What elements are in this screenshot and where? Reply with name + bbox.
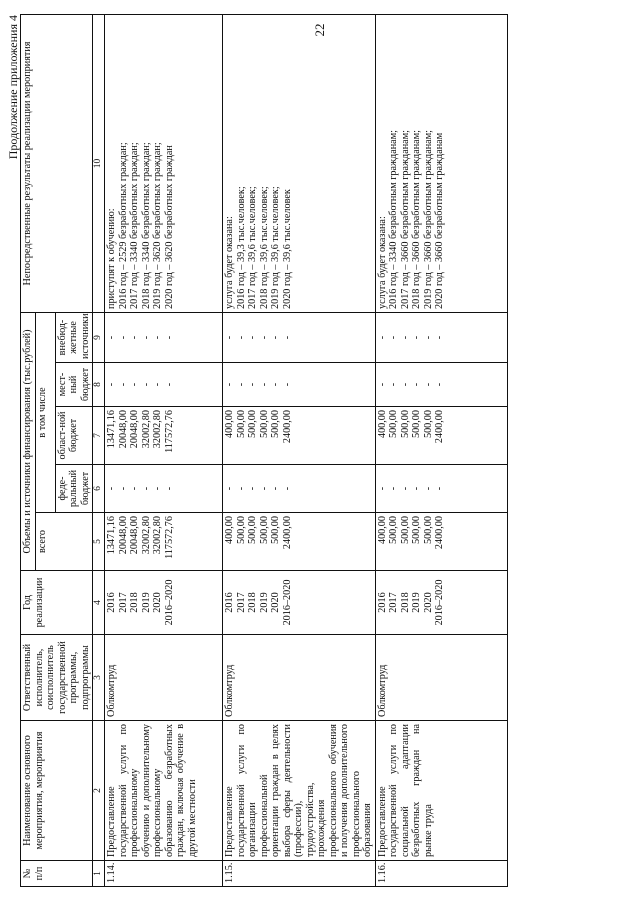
col-number: 3 <box>93 635 105 721</box>
header-regional: област-ной бюджет <box>55 407 93 465</box>
row-local: - - - - - - <box>375 363 507 407</box>
appendix-label: Продолжение приложения 4 <box>6 15 20 160</box>
row-federal: - - - - - - <box>105 465 223 513</box>
col-number: 4 <box>93 571 105 635</box>
row-executor: Облкомтруд <box>105 635 223 721</box>
row-total: 400,00 500,00 500,00 500,00 500,00 2400,00 <box>375 513 507 571</box>
row-regional: 13471,16 20048,00 20048,00 32002,80 32002,80 117572,76 <box>105 407 223 465</box>
row-num: 1.16. <box>375 861 507 887</box>
row-extra: - - - - - - <box>375 312 507 362</box>
header-total: всего <box>35 513 93 571</box>
row-name: Предоставление государственной услуги по организации профессиональной ориентации граждан в целях выбора сферы деятельности (профессии), трудоустройства, прохождения профессионального обучения и получения дополнительного профессионального образования <box>223 721 376 861</box>
row-extra: - - - - - - <box>223 312 376 362</box>
row-years: 2016 2017 2018 2019 2020 2016–2020 <box>375 571 507 635</box>
col-number: 6 <box>93 465 105 513</box>
header-financing: Объемы и источники финансирования (тыс.рублей) <box>21 312 36 570</box>
header-name: Наименование основного мероприятия, мероприятия <box>21 721 93 861</box>
row-extra: - - - - - - <box>105 312 223 362</box>
row-name: Предоставление государственной услуги по социальной адаптации безработных граждан на рынке труда <box>375 721 507 861</box>
header-federal: феде-ральный бюджет <box>55 465 93 513</box>
row-local: - - - - - - <box>105 363 223 407</box>
row-years: 2016 2017 2018 2019 2020 2016–2020 <box>223 571 376 635</box>
program-table <box>20 14 508 887</box>
header-year: Год реализации <box>21 571 93 635</box>
row-executor: Облкомтруд <box>223 635 376 721</box>
column-numbers-row <box>93 14 105 886</box>
row-regional: 400,00 500,00 500,00 500,00 500,00 2400,00 <box>375 407 507 465</box>
header-num: № п/п <box>21 861 93 887</box>
row-results: услуга будет оказана: 2016 год – 39,3 тыс.человек; 2017 год – 39,6 тыс.человек; 2018 год – 39,6 тыс.человек; 2019 год – 39,6 тыс.человек; 2020 год – 39,6 тыс.человек <box>223 14 376 312</box>
row-results: приступят к обучению: 2016 год – 2529 безработных граждан; 2017 год – 3340 безработных граждан; 2018 год – 3340 безработных граждан; 2019 год – 3620 безработных граждан; 2020 год – 3620 безработных граждан <box>105 14 223 312</box>
header-extra: внебюд-жетные источники <box>55 312 93 362</box>
col-number: 10 <box>93 14 105 312</box>
header-results: Непосредственные результаты реализации мероприятия <box>21 14 93 312</box>
col-number: 7 <box>93 407 105 465</box>
header-including: в том числе <box>35 312 55 512</box>
row-name: Предоставление государственной услуги по профессиональному обучению и дополнительному профессиональному образованию безработных граждан, включая обучение в другой местности <box>105 721 223 861</box>
table-row <box>223 14 376 886</box>
header-local: мест-ный бюджет <box>55 363 93 407</box>
row-years: 2016 2017 2018 2019 2020 2016–2020 <box>105 571 223 635</box>
row-num: 1.15. <box>223 861 376 887</box>
row-local: - - - - - - <box>223 363 376 407</box>
row-federal: - - - - - - <box>375 465 507 513</box>
page-number: 22 <box>312 23 327 37</box>
row-num: 1.14. <box>105 861 223 887</box>
table-row <box>105 14 223 886</box>
col-number: 1 <box>93 861 105 887</box>
col-number: 2 <box>93 721 105 861</box>
row-regional: 400,00 500,00 500,00 500,00 500,00 2400,00 <box>223 407 376 465</box>
row-total: 400,00 500,00 500,00 500,00 500,00 2400,00 <box>223 513 376 571</box>
col-number: 9 <box>93 312 105 362</box>
row-results: услуга будет оказана: 2016 год – 3340 безработным гражданам; 2017 год – 3660 безработным гражданам; 2018 год – 3660 безработным гражданам; 2019 год – 3660 безработным гражданам; 2020 год – 3660 безработным гражданам <box>375 14 507 312</box>
col-number: 5 <box>93 513 105 571</box>
row-executor: Облкомтруд <box>375 635 507 721</box>
row-federal: - - - - - - <box>223 465 376 513</box>
col-number: 8 <box>93 363 105 407</box>
row-total: 13471,16 20048,00 20048,00 32002,80 32002,80 117572,76 <box>105 513 223 571</box>
header-executor: Ответственный исполнитель, соисполнитель государственной программы, подпрограммы <box>21 635 93 721</box>
table-row <box>375 14 507 886</box>
